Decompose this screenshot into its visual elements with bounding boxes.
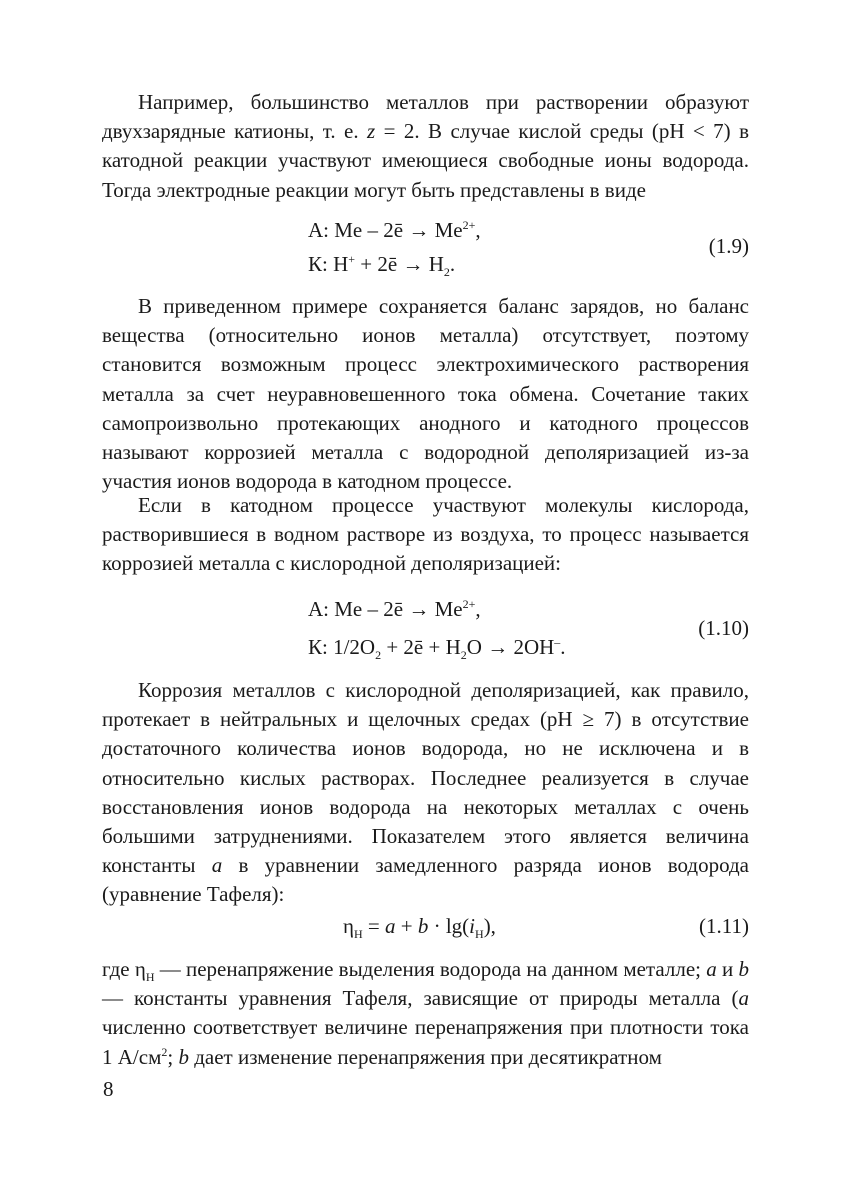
paragraph-oxygen-corrosion: Коррозия металлов с кислородной деполяризацией, как правило, протекает в нейтральных и щелочных средах (pH ≥ 7) в отсутствие достаточного количества ионов водорода, но не исключена и в относительно кислых растворах. Последнее реализуется в случае восстановления ионов водорода на некоторых металлах с очень большими затруднениями. Показателем этого является величина константы a в уравнении замедленного разряда ионов водорода (уравнение Тафеля): [102,678,749,907]
equation-1-11-tafel: $\eta_H = a + b \cdot \lg(i_H)$, [343,914,496,941]
page-number: 8 [103,1077,114,1101]
equation-1-10-cathode: К: $1/2O_2$ + 2ē + $H_2O \to 2OH^-$. [308,635,566,662]
text-run: Например, большинство металлов при растворении образуют двухзарядные катионы, т. е. [102,90,749,144]
paragraph-oxygen-depolarization: Если в катодном процессе участвуют молекулы кислорода, растворившиеся в водном растворе из воздуха, то процесс называется коррозией металла с кислородной деполяризацией: [102,493,749,576]
variable-z: z [367,119,376,144]
paragraph-hydrogen-depolarization: В приведенном примере сохраняется баланс зарядов, но баланс вещества (относительно ионов металла) отсутствует, поэтому становится возможным процесс электрохимического растворения металла за счет неуравновешенного тока обмена. Сочетание таких самопроизвольно протекающих анодного и катодного процессов называют коррозией металла с водородной деполяризацией из-за участия ионов водорода в катодном процессе. [102,294,749,494]
equation-number-1-11: (1.11) [699,914,749,938]
text-run: = 2. В случае кислой среды (pH < 7) в катодной реакции участвуют имеющиеся свободные ионы водорода. Тогда электродные реакции могут быть представлены в виде [102,119,750,202]
paragraph-tafel-explanation: где $\eta_H$ — перенапряжение выделения водорода на данном металле; a и b — константы уравнения Тафеля, зависящие от природы металла (a численно соответствует величине перенапряжения при плотности тока 1 $А/см^2$; b дает изменение перенапряжения при десятикратном [102,957,749,1069]
variable-a: a [211,853,223,878]
equation-number-1-9: (1.9) [708,234,749,258]
equation-1-10-anode: A: Me – 2ē → $Me^{2+}$, [308,597,481,621]
paragraph-intro [102,88,749,205]
equation-number-1-10: (1.10) [698,616,749,640]
equation-1-9-cathode: К: H+ + 2ē → $H_2$. [308,252,456,279]
equation-1-9-anode: A: Me – 2ē → $Me^{2+}$, [308,218,481,242]
